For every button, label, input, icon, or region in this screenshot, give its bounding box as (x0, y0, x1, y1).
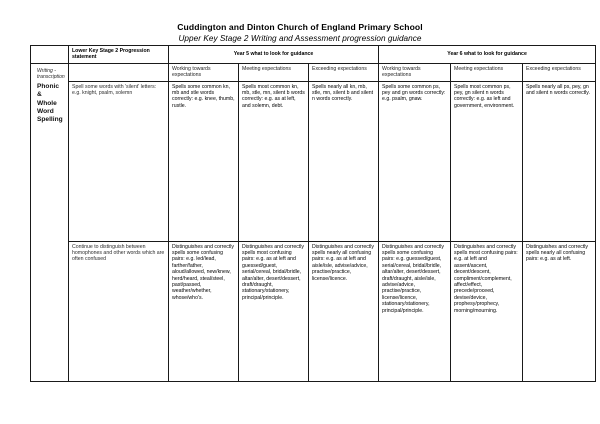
row-1-year6-meeting: Spells most common ps, pey, gn silent n words correctly: e.g. as left and government, environment. (451, 81, 523, 241)
header-year6-working: Working towards expectations (379, 63, 451, 81)
page-title: Cuddington and Dinton Church of England Primary School (177, 22, 423, 32)
row-2-year6-meeting: Distinguishes and correctly spells most confusing pairs: e.g. at left and assent/ascent, decent/descent, compliment/complement, affect/effect, precede/proceed, devise/device, prophesy/prophecy, morning/mourning. (451, 241, 523, 381)
row-2-statement: Continue to distinguish between homophones and other words which are often confused (69, 241, 169, 381)
header-year5-working: Working towards expectations (169, 63, 239, 81)
header-year6-exceeding: Exceeding expectations (523, 63, 596, 81)
row-2-year5-working: Distinguishes and correctly spells some confusing pairs: e.g. led/lead, farther/father, aloud/allowed, new/knew, herd/heard, steal/steel, past/passed, weather/whether, whose/who's. (169, 241, 239, 381)
row-2-year6-exceeding: Distinguishes and correctly spells nearly all confusing pairs: e.g. as at left. (523, 241, 596, 381)
table-row (31, 241, 596, 381)
row-group-label-big: Phonic & Whole Word Spelling (37, 83, 63, 124)
table-header-sub-row (31, 63, 596, 81)
page-subtitle: Upper Key Stage 2 Writing and Assessment progression guidance (178, 34, 422, 43)
row-2-year5-meeting: Distinguishes and correctly spells most confusing pairs: e.g. as at left and guessed/guest, serial/cereal, bridal/bridle, altar/alter, desert/dessert, draft/draught, stationary/stationery, principal/principle. (239, 241, 309, 381)
row-1-statement: Spell some words with 'silent' letters: e.g. knight, psalm, solemn (69, 81, 169, 241)
row-2-year6-working: Distinguishes and correctly spells some confusing pairs: e.g. guessed/guest, serial/cereal, bridal/bridle, altar/alter, desert/dessert, draft/draught, aisle/isle, advise/advice, practise/practice, license/licence, stationary/stationery, principal/principle. (379, 241, 451, 381)
table-header-top-row (31, 46, 596, 64)
row-group-label-cell (31, 63, 69, 381)
row-1-year5-meeting: Spells most common kn, mb, stle, mn, silent b words correctly: e.g. as at left, and solemn, debt. (239, 81, 309, 241)
progression-table (30, 45, 596, 382)
header-lower-ks2: Lower Key Stage 2 Progression statement (69, 46, 169, 64)
row-2-year5-exceeding: Distinguishes and correctly spells nearly all confusing pairs: e.g. as at left and aisle/isle, advise/advice, practise/practice, license/licence. (309, 241, 379, 381)
row-1-year6-working: Spells some common ps, pey and gn words correctly: e.g. psalm, gnaw. (379, 81, 451, 241)
table-row (31, 81, 596, 241)
row-1-year5-exceeding: Spells nearly all kn, mb, stle, mn, silent b and silent n words correctly. (309, 81, 379, 241)
row-1-year5-working: Spells some common kn, mb and stle words correctly: e.g. knee, thumb, rustle. (169, 81, 239, 241)
header-year6-meeting: Meeting expectations (451, 63, 523, 81)
title-block (0, 22, 600, 44)
header-year5-exceeding: Exceeding expectations (309, 63, 379, 81)
row-1-year6-exceeding: Spells nearly all ps, pey, gn and silent n words correctly. (523, 81, 596, 241)
header-year5-meeting: Meeting expectations (239, 63, 309, 81)
header-year-6: Year 6 what to look for guidance (379, 46, 596, 64)
header-sub-blank (69, 63, 169, 81)
header-corner-blank (31, 46, 69, 64)
header-year-5: Year 5 what to look for guidance (169, 46, 379, 64)
row-group-label-small: Writing - transcription (37, 67, 65, 81)
